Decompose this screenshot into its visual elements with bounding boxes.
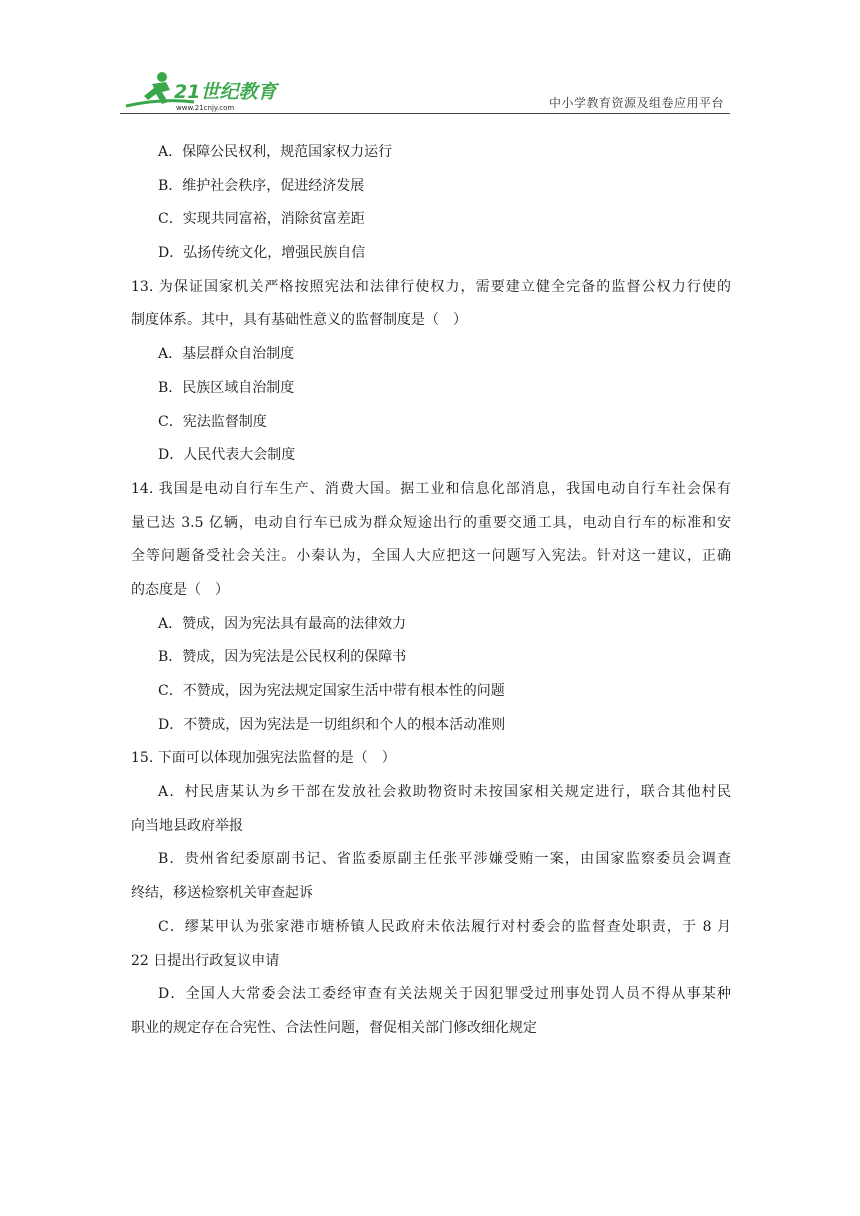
runner-logo-icon [122,68,292,114]
option-line: C．缪某甲认为张家港市塘桥镇人民政府未依法履行对村委会的监督查处职责，于 8 月 [158,918,731,935]
logo-url: www.21cnjy.com [176,104,235,112]
option-line: C．不赞成，因为宪法规定国家生活中带有根本性的问题 [158,683,505,699]
option-line: B．维护社会秩序，促进经济发展 [158,177,365,194]
option-continuation: 终结，移送检察机关审查起诉 [131,885,313,902]
question-13-stem: 13. 为保证国家机关严格按照宪法和法律行使权力，需要建立健全完备的监督公权力行使的 [131,278,731,295]
question-14-stem: 量已达 3.5 亿辆，电动自行车已成为群众短途出行的重要交通工具，电动自行车的标准和安 [131,514,731,531]
option-continuation: 向当地县政府举报 [131,817,243,834]
option-line: A．保障公民权利，规范国家权力运行 [158,144,393,160]
option-line: C．宪法监督制度 [158,413,267,430]
option-line: B．贵州省纪委原副书记、省监委原副主任张平涉嫌受贿一案，由国家监察委员会调查 [158,851,731,868]
question-15-stem: 15. 下面可以体现加强宪法监督的是（ ） [131,750,396,767]
question-14-stem: 14. 我国是电动自行车生产、消费大国。据工业和信息化部消息，我国电动自行车社会保有 [131,480,731,497]
option-line: A．赞成，因为宪法具有最高的法律效力 [158,615,407,632]
option-line: A．村民唐某认为乡干部在发放社会救助物资时未按国家相关规定进行，联合其他村民 [158,784,731,801]
option-line: B．民族区域自治制度 [158,379,295,396]
option-line: D．全国人大常委会法工委经审查有关法规关于因犯罪受过刑事处罚人员不得从事某种 [158,986,731,1003]
option-line: D．不赞成，因为宪法是一切组织和个人的根本活动准则 [158,716,506,733]
page-header [120,66,730,116]
logo-text: 21世纪教育 [174,81,277,103]
option-continuation: 职业的规定存在合宪性、合法性问题，督促相关部门修改细化规定 [131,1019,537,1036]
platform-name: 中小学教育资源及组卷应用平台 [548,96,724,110]
question-content [131,136,731,1046]
option-line: B．赞成，因为宪法是公民权利的保障书 [158,649,407,666]
question-14-stem: 的态度是（ ） [131,581,229,598]
option-line: C．实现共同富裕，消除贫富差距 [158,211,365,228]
question-13-stem: 制度体系。其中，具有基础性意义的监督制度是（ ） [131,312,467,329]
option-continuation: 22 日提出行政复议申请 [131,952,280,969]
header-divider [120,113,730,114]
question-14-stem: 全等问题备受社会关注。小秦认为，全国人大应把这一问题写入宪法。针对这一建议，正确 [131,548,731,565]
option-line: D．人民代表大会制度 [158,447,296,464]
logo [122,68,292,114]
option-line: A．基层群众自治制度 [158,346,295,363]
option-line: D．弘扬传统文化，增强民族自信 [158,245,366,262]
